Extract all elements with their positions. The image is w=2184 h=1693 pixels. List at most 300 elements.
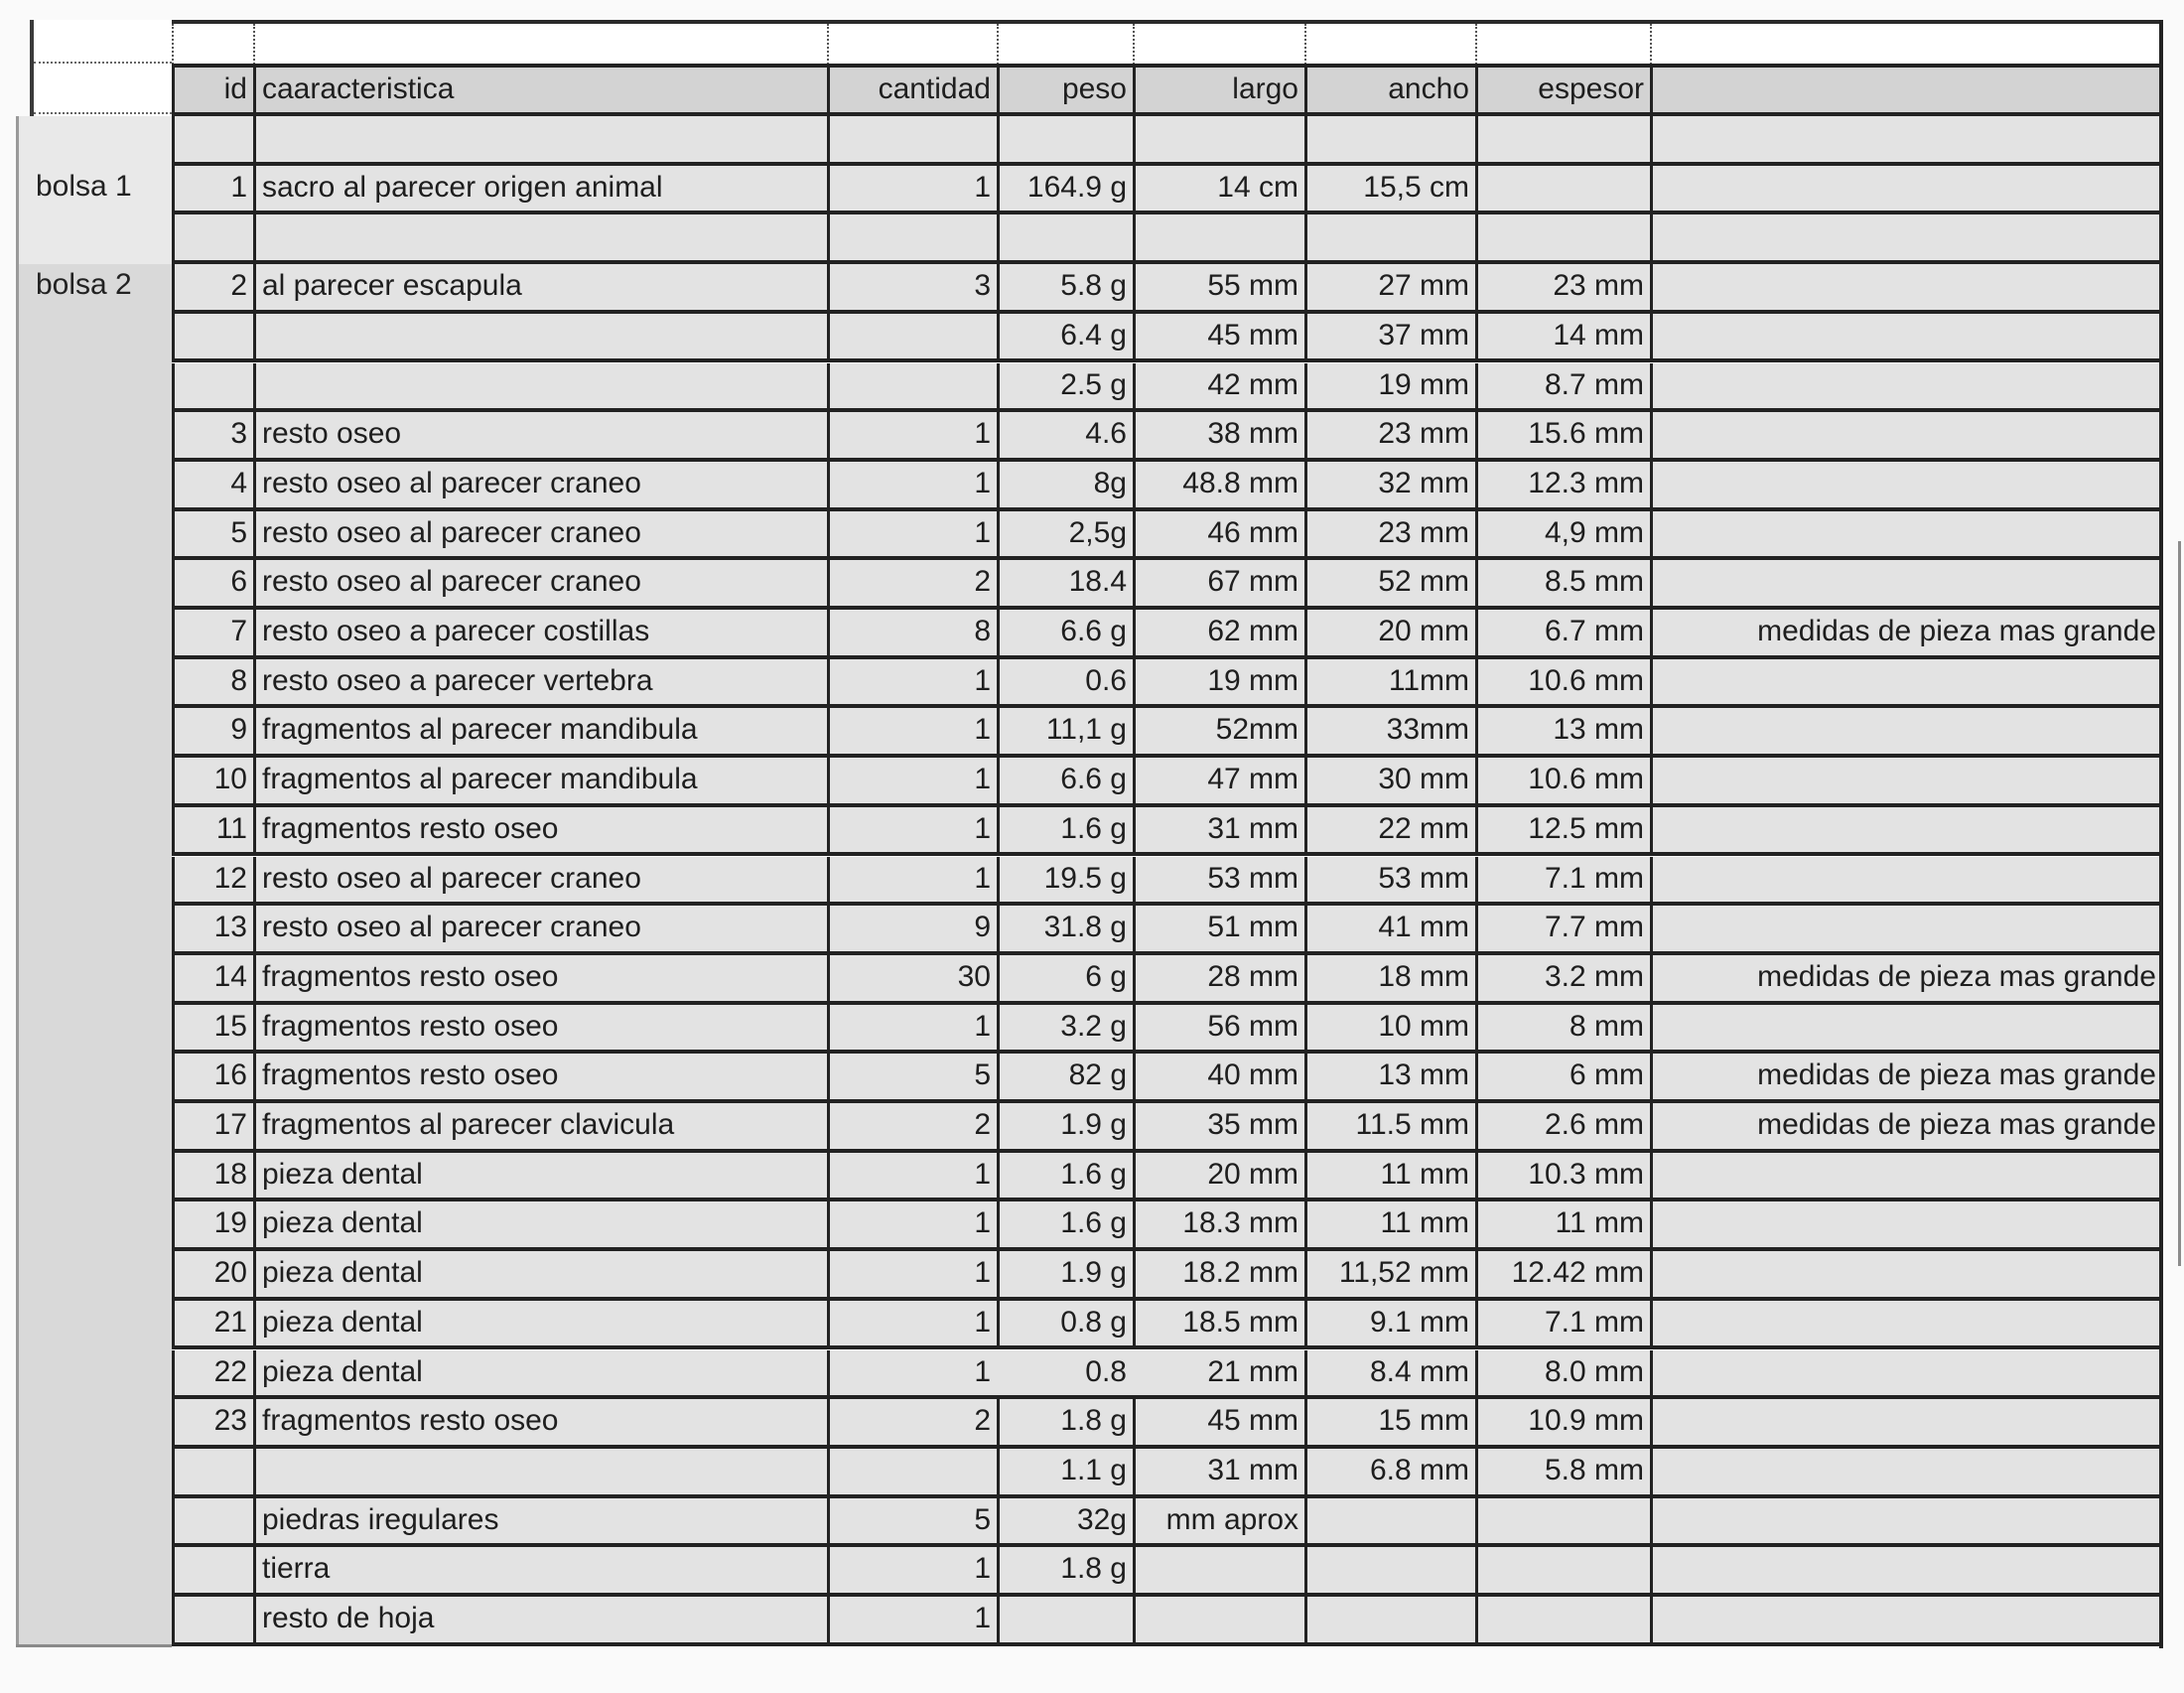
table-row <box>172 116 2162 166</box>
table-row <box>172 610 2162 659</box>
cell-peso[interactable]: 8g <box>997 462 1133 507</box>
cell-caracteristica[interactable]: resto de hoja <box>253 1597 827 1642</box>
cell-notas[interactable]: medidas de pieza mas grande <box>1650 1103 2158 1149</box>
cell-largo[interactable] <box>1133 1547 1304 1593</box>
cell-peso[interactable]: 6 g <box>997 955 1133 1001</box>
cell-id[interactable]: 11 <box>172 807 253 853</box>
cell-ancho[interactable] <box>1304 1547 1475 1593</box>
table-row <box>172 1054 2162 1103</box>
cell-largo[interactable] <box>1133 116 1304 162</box>
cell-cantidad[interactable]: 1 <box>827 857 997 903</box>
cell-peso[interactable]: 3.2 g <box>997 1005 1133 1051</box>
cell-caracteristica[interactable]: resto oseo <box>253 412 827 458</box>
cell-espesor[interactable] <box>1475 1597 1650 1642</box>
cell-peso[interactable]: 19.5 g <box>997 857 1133 903</box>
cell-caracteristica[interactable]: fragmentos resto oseo <box>253 1399 827 1445</box>
dotted-gridline <box>997 24 999 68</box>
cell-ancho[interactable]: 9.1 mm <box>1304 1301 1475 1346</box>
cell-cantidad[interactable]: 1 <box>827 1301 997 1346</box>
cell-id[interactable]: 2 <box>172 264 253 310</box>
cell-caracteristica[interactable] <box>253 1449 827 1494</box>
cell-peso[interactable]: 18.4 <box>997 560 1133 606</box>
cell-largo[interactable]: 42 mm <box>1133 363 1304 409</box>
cell-ancho[interactable]: 11 mm <box>1304 1153 1475 1199</box>
cell-largo[interactable]: 21 mm <box>1207 1354 1298 1388</box>
cell-cantidad[interactable]: 30 <box>827 955 997 1001</box>
cell-largo[interactable]: 31 mm <box>1133 1449 1304 1494</box>
cell-notas[interactable] <box>1650 1498 2158 1544</box>
table-row <box>172 1251 2162 1301</box>
cell-id[interactable]: 6 <box>172 560 253 606</box>
cell-cantidad[interactable]: 2 <box>827 1399 997 1445</box>
cell-notas[interactable] <box>1650 1547 2158 1593</box>
table-row <box>172 659 2162 709</box>
table-row <box>172 955 2162 1005</box>
header-id[interactable]: id <box>172 68 253 112</box>
cell-caracteristica[interactable]: fragmentos resto oseo <box>253 1054 827 1099</box>
cell-caracteristica[interactable]: fragmentos resto oseo <box>253 955 827 1001</box>
cell-notas[interactable] <box>1650 1449 2158 1494</box>
cell-peso[interactable]: 1.1 g <box>997 1449 1133 1494</box>
cell-caracteristica[interactable] <box>253 116 827 162</box>
cell-cantidad[interactable] <box>827 363 997 409</box>
cell-cantidad[interactable]: 1 <box>827 412 997 458</box>
cell-espesor[interactable]: 6 mm <box>1475 1054 1650 1099</box>
cell-ancho[interactable]: 20 mm <box>1304 610 1475 655</box>
cell-ancho[interactable]: 11.5 mm <box>1304 1103 1475 1149</box>
cell-largo[interactable]: 62 mm <box>1133 610 1304 655</box>
cell-peso[interactable]: 1.6 g <box>997 807 1133 853</box>
cell-notas[interactable]: medidas de pieza mas grande <box>1650 955 2158 1001</box>
cell-largo[interactable]: 53 mm <box>1133 857 1304 903</box>
cell-ancho[interactable] <box>1304 1597 1475 1642</box>
cell-cantidad[interactable]: 1 <box>827 462 997 507</box>
header-notas[interactable] <box>1650 68 2158 112</box>
cell-caracteristica[interactable]: fragmentos al parecer clavicula <box>253 1103 827 1149</box>
cell-notas[interactable] <box>1650 264 2158 310</box>
cell-ancho[interactable]: 11,52 mm <box>1304 1251 1475 1297</box>
cell-largo[interactable]: 67 mm <box>1133 560 1304 606</box>
cell-ancho[interactable]: 8.4 mm <box>1304 1350 1475 1396</box>
cell-caracteristica[interactable] <box>253 314 827 359</box>
page-edge-mark <box>2178 541 2181 1266</box>
cell-peso[interactable] <box>997 1597 1133 1642</box>
cell-ancho[interactable]: 11 mm <box>1304 1201 1475 1247</box>
cell-caracteristica[interactable]: resto oseo al parecer craneo <box>253 906 827 951</box>
cell-notas[interactable] <box>1650 1350 2158 1396</box>
cell-peso[interactable]: 2,5g <box>997 511 1133 557</box>
cell-cantidad[interactable]: 1 <box>827 1597 997 1642</box>
cell-peso[interactable]: 11,1 g <box>997 708 1133 754</box>
cell-largo[interactable]: mm aprox <box>1133 1498 1304 1544</box>
cell-espesor[interactable]: 8 mm <box>1475 1005 1650 1051</box>
cell-caracteristica[interactable]: al parecer escapula <box>253 264 827 310</box>
table-row <box>172 807 2162 857</box>
cell-ancho[interactable]: 11mm <box>1304 659 1475 705</box>
table-row <box>172 264 2162 314</box>
cell-id[interactable]: 9 <box>172 708 253 754</box>
cell-notas[interactable] <box>1650 511 2158 557</box>
cell-id[interactable]: 15 <box>172 1005 253 1051</box>
cell-espesor[interactable]: 23 mm <box>1475 264 1650 310</box>
cell-espesor[interactable]: 8.0 mm <box>1475 1350 1650 1396</box>
cell-peso[interactable] <box>997 116 1133 162</box>
cell-id[interactable] <box>172 1547 253 1593</box>
cell-largo[interactable]: 31 mm <box>1133 807 1304 853</box>
cell-cantidad[interactable] <box>827 214 997 260</box>
cell-cantidad[interactable]: 1 <box>827 166 997 212</box>
cell-id[interactable]: 21 <box>172 1301 253 1346</box>
cell-caracteristica[interactable]: fragmentos al parecer mandibula <box>253 708 827 754</box>
cell-espesor[interactable]: 4,9 mm <box>1475 511 1650 557</box>
cell-notas[interactable]: medidas de pieza mas grande <box>1650 1054 2158 1099</box>
cell-cantidad[interactable]: 3 <box>827 264 997 310</box>
cell-notas[interactable] <box>1650 1301 2158 1346</box>
cell-id[interactable]: 22 <box>172 1350 253 1396</box>
cell-cantidad[interactable]: 1 <box>827 1251 997 1297</box>
cell-peso[interactable]: 0.8 g <box>997 1301 1133 1346</box>
cell-peso[interactable]: 4.6 <box>997 412 1133 458</box>
cell-largo[interactable]: 45 mm <box>1133 314 1304 359</box>
cell-espesor[interactable]: 12.42 mm <box>1475 1251 1650 1297</box>
cell-espesor[interactable]: 10.3 mm <box>1475 1153 1650 1199</box>
cell-caracteristica[interactable]: resto oseo al parecer craneo <box>253 857 827 903</box>
table-row <box>172 1005 2162 1055</box>
cell-largo[interactable] <box>1133 1597 1304 1642</box>
cell-id[interactable]: 12 <box>172 857 253 903</box>
cell-espesor[interactable] <box>1475 166 1650 212</box>
left-border <box>16 116 19 1646</box>
cell-id[interactable]: 4 <box>172 462 253 507</box>
cell-peso[interactable]: 0.8 <box>1085 1354 1127 1388</box>
cell-cantidad[interactable] <box>827 1449 997 1494</box>
cell-notas[interactable] <box>1650 363 2158 409</box>
dotted-gridline <box>34 112 172 114</box>
cell-ancho[interactable]: 15 mm <box>1304 1399 1475 1445</box>
cell-caracteristica[interactable]: pieza dental <box>253 1301 827 1346</box>
cell-peso[interactable]: 82 g <box>997 1054 1133 1099</box>
cell-notas[interactable] <box>1650 314 2158 359</box>
cell-cantidad[interactable]: 1 <box>827 807 997 853</box>
cell-espesor[interactable]: 10.9 mm <box>1475 1399 1650 1445</box>
cell-cantidad[interactable]: 8 <box>827 610 997 655</box>
cell-notas[interactable] <box>1650 1399 2158 1445</box>
cell-id[interactable]: 7 <box>172 610 253 655</box>
cell-espesor[interactable]: 5.8 mm <box>1475 1449 1650 1494</box>
cell-largo[interactable] <box>1133 214 1304 260</box>
cell-notas[interactable] <box>1650 1201 2158 1247</box>
cell-caracteristica[interactable]: resto oseo a parecer vertebra <box>253 659 827 705</box>
cell-espesor[interactable]: 13 mm <box>1475 708 1650 754</box>
cell-espesor[interactable]: 15.6 mm <box>1475 412 1650 458</box>
cell-cantidad[interactable]: 1 <box>827 1547 997 1593</box>
cell-caracteristica[interactable]: fragmentos resto oseo <box>253 807 827 853</box>
cell-notas[interactable] <box>1650 166 2158 212</box>
header-largo[interactable]: largo <box>1133 68 1304 112</box>
table-row <box>172 708 2162 758</box>
cell-largo[interactable]: 45 mm <box>1133 1399 1304 1445</box>
cell-id[interactable] <box>172 314 253 359</box>
cell-ancho[interactable]: 27 mm <box>1304 264 1475 310</box>
group-label-bolsa-2: bolsa 2 <box>36 268 132 301</box>
dotted-gridline <box>172 24 174 68</box>
cell-peso[interactable]: 1.9 g <box>997 1251 1133 1297</box>
cell-peso[interactable]: 32g <box>997 1498 1133 1544</box>
cell-cantidad[interactable]: 1 <box>827 758 997 803</box>
cell-notas[interactable] <box>1650 116 2158 162</box>
right-border <box>2159 20 2163 1648</box>
cell-id[interactable] <box>172 363 253 409</box>
cell-caracteristica[interactable]: pieza dental <box>253 1153 827 1199</box>
cell-largo[interactable]: 28 mm <box>1133 955 1304 1001</box>
table-row <box>172 412 2162 462</box>
dotted-gridline <box>1304 24 1306 68</box>
cell-notas[interactable] <box>1650 1005 2158 1051</box>
bolsa-2-group <box>18 264 172 1646</box>
cell-id[interactable]: 13 <box>172 906 253 951</box>
cell-ancho[interactable]: 19 mm <box>1304 363 1475 409</box>
cell-cantidad[interactable] <box>827 314 997 359</box>
cell-peso[interactable]: 164.9 g <box>997 166 1133 212</box>
cell-id[interactable]: 14 <box>172 955 253 1001</box>
cell-caracteristica[interactable] <box>253 363 827 409</box>
cell-notas[interactable] <box>1650 560 2158 606</box>
cell-cantidad[interactable]: 1 <box>827 708 997 754</box>
cell-espesor[interactable] <box>1475 116 1650 162</box>
cell-ancho[interactable]: 18 mm <box>1304 955 1475 1001</box>
cell-peso[interactable]: 1.6 g <box>997 1153 1133 1199</box>
cell-ancho[interactable]: 53 mm <box>1304 857 1475 903</box>
cell-cantidad[interactable] <box>827 116 997 162</box>
cell-caracteristica[interactable]: resto oseo al parecer craneo <box>253 560 827 606</box>
cell-peso[interactable]: 5.8 g <box>997 264 1133 310</box>
cell-notas[interactable] <box>1650 412 2158 458</box>
cell-espesor[interactable] <box>1475 214 1650 260</box>
cell-espesor[interactable]: 12.3 mm <box>1475 462 1650 507</box>
cell-largo[interactable]: 20 mm <box>1133 1153 1304 1199</box>
left-bottom-border <box>16 1644 172 1647</box>
header-peso[interactable]: peso <box>997 68 1133 112</box>
cell-espesor[interactable]: 12.5 mm <box>1475 807 1650 853</box>
cell-caracteristica[interactable] <box>253 214 827 260</box>
cell-largo[interactable]: 55 mm <box>1133 264 1304 310</box>
table-row <box>172 1153 2162 1202</box>
cell-id[interactable]: 18 <box>172 1153 253 1199</box>
cell-id[interactable] <box>172 1498 253 1544</box>
cell-notas[interactable] <box>1650 758 2158 803</box>
cell-notas[interactable] <box>1650 214 2158 260</box>
cell-cantidad[interactable]: 1 <box>827 511 997 557</box>
cell-cantidad[interactable]: 2 <box>827 560 997 606</box>
cell-notas[interactable] <box>1650 807 2158 853</box>
header-caracteristica[interactable]: caaracteristica <box>253 68 827 112</box>
cell-largo[interactable]: 19 mm <box>1133 659 1304 705</box>
cell-cantidad[interactable]: 1 <box>827 1153 997 1199</box>
cell-notas[interactable] <box>1650 1251 2158 1297</box>
cell-largo[interactable]: 47 mm <box>1133 758 1304 803</box>
cell-notas[interactable] <box>1650 1597 2158 1642</box>
cell-notas[interactable] <box>1650 857 2158 903</box>
cell-espesor[interactable]: 7.1 mm <box>1475 857 1650 903</box>
cell-largo[interactable]: 52mm <box>1133 708 1304 754</box>
table-row <box>172 560 2162 610</box>
cell-ancho[interactable]: 32 mm <box>1304 462 1475 507</box>
cell-caracteristica[interactable]: fragmentos resto oseo <box>253 1005 827 1051</box>
cell-id[interactable]: 19 <box>172 1201 253 1247</box>
cell-peso[interactable]: 6.6 g <box>997 758 1133 803</box>
cell-notas[interactable]: medidas de pieza mas grande <box>1650 610 2158 655</box>
table-row <box>172 1103 2162 1153</box>
cell-largo[interactable]: 14 cm <box>1133 166 1304 212</box>
cell-cantidad[interactable]: 1 <box>827 1005 997 1051</box>
cell-peso[interactable]: 1.9 g <box>997 1103 1133 1149</box>
cell-id[interactable]: 1 <box>172 166 253 212</box>
table-row <box>172 857 2162 907</box>
header-row <box>172 64 2162 116</box>
cell-cantidad[interactable]: 1 <box>827 1350 997 1396</box>
cell-notas[interactable] <box>1650 906 2158 951</box>
cell-espesor[interactable]: 7.1 mm <box>1475 1301 1650 1346</box>
cell-id[interactable]: 8 <box>172 659 253 705</box>
cell-id[interactable]: 20 <box>172 1251 253 1297</box>
cell-largo[interactable]: 35 mm <box>1133 1103 1304 1149</box>
cell-ancho[interactable]: 33mm <box>1304 708 1475 754</box>
cell-espesor[interactable]: 14 mm <box>1475 314 1650 359</box>
cell-cantidad[interactable]: 1 <box>827 659 997 705</box>
cell-cantidad[interactable]: 9 <box>827 906 997 951</box>
cell-id[interactable] <box>172 116 253 162</box>
cell-id[interactable]: 10 <box>172 758 253 803</box>
cell-caracteristica[interactable]: pieza dental <box>253 1350 827 1396</box>
cell-ancho[interactable]: 10 mm <box>1304 1005 1475 1051</box>
cell-caracteristica[interactable]: piedras iregulares <box>253 1498 827 1544</box>
cell-cantidad[interactable]: 1 <box>827 1201 997 1247</box>
cell-espesor[interactable]: 8.7 mm <box>1475 363 1650 409</box>
cell-espesor[interactable]: 10.6 mm <box>1475 659 1650 705</box>
cell-id[interactable] <box>172 1597 253 1642</box>
table-row <box>172 1547 2162 1597</box>
cell-peso[interactable]: 0.6 <box>997 659 1133 705</box>
cell-ancho[interactable]: 52 mm <box>1304 560 1475 606</box>
cell-ancho[interactable]: 30 mm <box>1304 758 1475 803</box>
blank-corner-cell <box>30 20 172 116</box>
cell-caracteristica[interactable]: pieza dental <box>253 1251 827 1297</box>
cell-ancho[interactable]: 41 mm <box>1304 906 1475 951</box>
table-row <box>172 1498 2162 1548</box>
cell-cantidad[interactable]: 2 <box>827 1103 997 1149</box>
table-row <box>172 214 2162 264</box>
cell-caracteristica[interactable]: resto oseo a parecer costillas <box>253 610 827 655</box>
cell-id[interactable]: 23 <box>172 1399 253 1445</box>
cell-ancho[interactable]: 6.8 mm <box>1304 1449 1475 1494</box>
cell-largo[interactable]: 18.3 mm <box>1133 1201 1304 1247</box>
cell-id[interactable]: 3 <box>172 412 253 458</box>
cell-notas[interactable] <box>1650 708 2158 754</box>
cell-espesor[interactable]: 11 mm <box>1475 1201 1650 1247</box>
cell-peso[interactable] <box>997 214 1133 260</box>
cell-id[interactable] <box>172 1449 253 1494</box>
table-row <box>172 462 2162 511</box>
cell-peso[interactable]: 31.8 g <box>997 906 1133 951</box>
header-ancho[interactable]: ancho <box>1304 68 1475 112</box>
cell-largo[interactable]: 56 mm <box>1133 1005 1304 1051</box>
cell-caracteristica[interactable]: fragmentos al parecer mandibula <box>253 758 827 803</box>
dotted-gridline <box>34 62 172 64</box>
table-row <box>172 1350 2162 1400</box>
group-label-bolsa-1: bolsa 1 <box>36 170 132 203</box>
cell-ancho[interactable] <box>1304 116 1475 162</box>
cell-id[interactable]: 17 <box>172 1103 253 1149</box>
cell-espesor[interactable]: 2.6 mm <box>1475 1103 1650 1149</box>
cell-largo[interactable]: 46 mm <box>1133 511 1304 557</box>
dotted-gridline <box>827 24 829 68</box>
cell-peso[interactable]: 6.6 g <box>997 610 1133 655</box>
header-cantidad[interactable]: cantidad <box>827 68 997 112</box>
cell-peso[interactable]: 1.8 g <box>997 1547 1133 1593</box>
cell-ancho[interactable] <box>1304 214 1475 260</box>
cell-ancho[interactable]: 37 mm <box>1304 314 1475 359</box>
cell-caracteristica[interactable]: pieza dental <box>253 1201 827 1247</box>
cell-largo[interactable]: 48.8 mm <box>1133 462 1304 507</box>
table-row <box>172 1201 2162 1251</box>
cell-espesor[interactable] <box>1475 1547 1650 1593</box>
header-espesor[interactable]: espesor <box>1475 68 1650 112</box>
cell-ancho[interactable]: 23 mm <box>1304 511 1475 557</box>
table-row <box>172 758 2162 807</box>
cell-espesor[interactable]: 10.6 mm <box>1475 758 1650 803</box>
cell-ancho[interactable]: 22 mm <box>1304 807 1475 853</box>
cell-notas[interactable] <box>1650 462 2158 507</box>
cell-caracteristica[interactable]: sacro al parecer origen animal <box>253 166 827 212</box>
cell-ancho[interactable]: 23 mm <box>1304 412 1475 458</box>
dotted-gridline <box>1475 24 1477 68</box>
cell-id[interactable]: 16 <box>172 1054 253 1099</box>
cell-notas[interactable] <box>1650 1153 2158 1199</box>
cell-largo[interactable]: 18.2 mm <box>1133 1251 1304 1297</box>
cell-espesor[interactable]: 8.5 mm <box>1475 560 1650 606</box>
cell-peso[interactable]: 1.8 g <box>997 1399 1133 1445</box>
cell-peso[interactable]: 2.5 g <box>997 363 1133 409</box>
cell-caracteristica[interactable]: tierra <box>253 1547 827 1593</box>
cell-espesor[interactable]: 7.7 mm <box>1475 906 1650 951</box>
cell-peso[interactable]: 6.4 g <box>997 314 1133 359</box>
cell-id[interactable]: 5 <box>172 511 253 557</box>
cell-id[interactable] <box>172 214 253 260</box>
table-row <box>172 166 2162 215</box>
cell-espesor[interactable]: 6.7 mm <box>1475 610 1650 655</box>
dotted-gridline <box>1650 24 1652 68</box>
cell-largo[interactable]: 38 mm <box>1133 412 1304 458</box>
cell-ancho[interactable]: 15,5 cm <box>1304 166 1475 212</box>
cell-peso[interactable]: 1.6 g <box>997 1201 1133 1247</box>
cell-notas[interactable] <box>1650 659 2158 705</box>
cell-ancho[interactable]: 13 mm <box>1304 1054 1475 1099</box>
cell-espesor[interactable] <box>1475 1498 1650 1544</box>
table-row <box>172 1301 2162 1350</box>
cell-largo[interactable]: 51 mm <box>1133 906 1304 951</box>
cell-cantidad[interactable]: 5 <box>827 1498 997 1544</box>
cell-cantidad[interactable]: 5 <box>827 1054 997 1099</box>
cell-largo[interactable]: 18.5 mm <box>1133 1301 1304 1346</box>
cell-caracteristica[interactable]: resto oseo al parecer craneo <box>253 511 827 557</box>
cell-caracteristica[interactable]: resto oseo al parecer craneo <box>253 462 827 507</box>
table-row <box>172 1399 2162 1449</box>
cell-largo[interactable]: 40 mm <box>1133 1054 1304 1099</box>
table-row <box>172 1449 2162 1498</box>
cell-ancho[interactable] <box>1304 1498 1475 1544</box>
dotted-gridline <box>253 24 255 68</box>
cell-espesor[interactable]: 3.2 mm <box>1475 955 1650 1001</box>
